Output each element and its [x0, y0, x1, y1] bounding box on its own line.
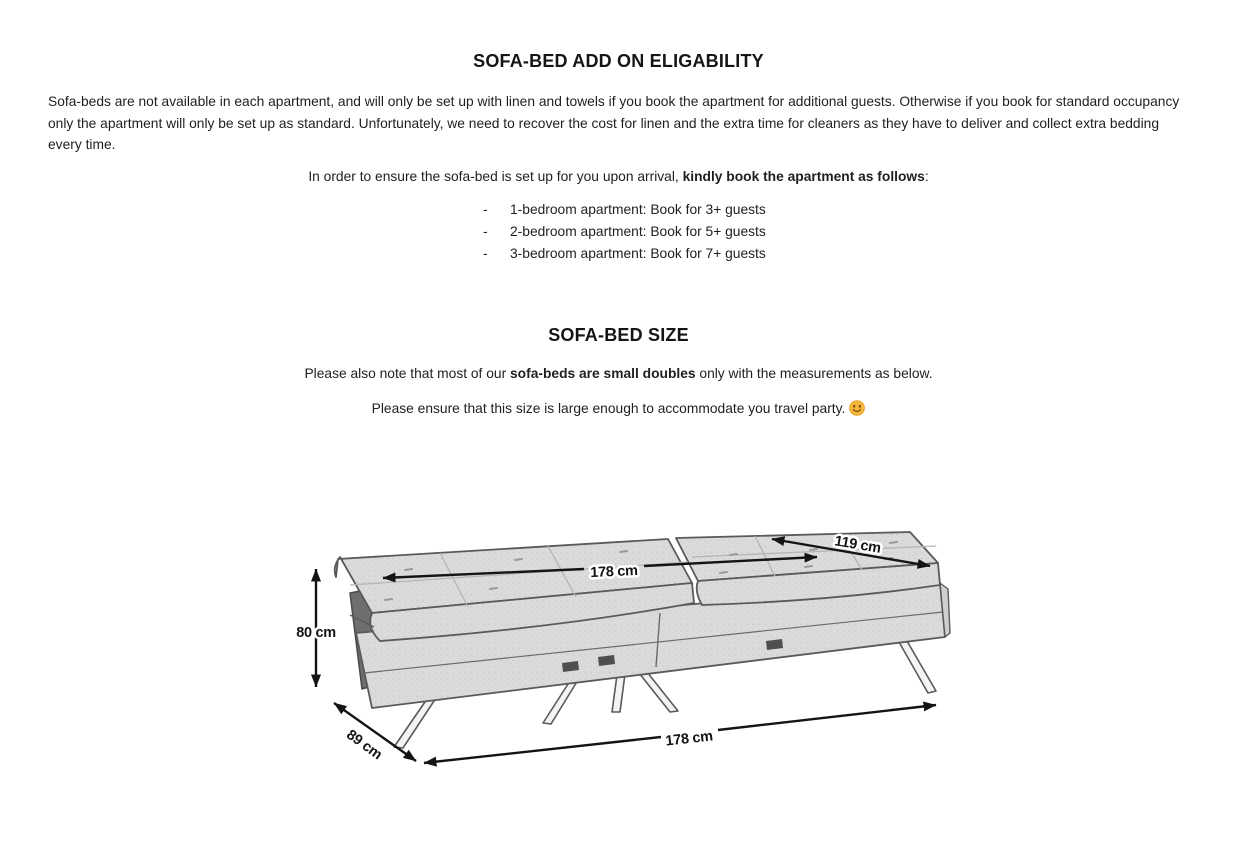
smiling-face-emoji-icon: [849, 400, 865, 416]
ensure-note: [0, 400, 1237, 416]
sofa-bed-dimension-diagram: [290, 515, 970, 790]
ensure-text: Please ensure that this size is large enough to accommodate you travel party.: [371, 401, 846, 416]
sofa-bed-diagram-svg: [290, 515, 970, 790]
eligibility-intro-paragraph: Sofa-beds are not available in each apartment, and will only be set up with linen and towels if you book the apartment for additional guests. Otherwise if you book for standard occupancy only the apartment will only be set up as standard. Unfortunately, we need to recover the cost for linen and the extra time for cleaners as they have to deliver and collect extra bedding every time.: [48, 94, 1180, 153]
dimension-label-width-top: 119 cm: [833, 533, 882, 557]
dimension-label-depth: 89 cm: [343, 726, 385, 764]
size-note: [0, 366, 1237, 381]
sofa-illustration: [335, 532, 950, 748]
list-item-text: 3-bedroom apartment: Book for 7+ guests: [510, 246, 766, 261]
dimension-arrow-length-bottom: [718, 705, 936, 730]
arrival-instruction: [0, 169, 1237, 184]
dimension-label-length-top: 178 cm: [590, 562, 639, 582]
list-item: [483, 246, 766, 268]
size-note-suffix: only with the measurements as below.: [695, 366, 933, 381]
list-dash: -: [483, 224, 488, 239]
dimension-arrow-length-bottom: [424, 737, 661, 763]
list-item-text: 2-bedroom apartment: Book for 5+ guests: [510, 224, 766, 239]
list-item: [483, 224, 766, 246]
dimension-label-height: 80 cm: [296, 625, 336, 641]
list-item-text: 1-bedroom apartment: Book for 3+ guests: [510, 202, 766, 217]
size-note-text: Please also note that most of our: [304, 366, 510, 381]
dimension-label-length-bottom: 178 cm: [664, 728, 714, 750]
size-section-title: SOFA-BED SIZE: [548, 325, 689, 345]
arrival-colon: :: [924, 169, 929, 184]
arrival-text: In order to ensure the sofa-bed is set up for you upon arrival,: [308, 169, 683, 184]
list-dash: -: [483, 202, 488, 217]
list-item: [483, 202, 766, 224]
booking-rules-list: [483, 202, 766, 268]
arrival-text-bold: kindly book the apartment as follows: [682, 169, 925, 184]
eligibility-section-title: SOFA-BED ADD ON ELIGABILITY: [473, 51, 764, 71]
size-note-bold: sofa-beds are small doubles: [510, 366, 696, 381]
list-dash: -: [483, 246, 488, 261]
